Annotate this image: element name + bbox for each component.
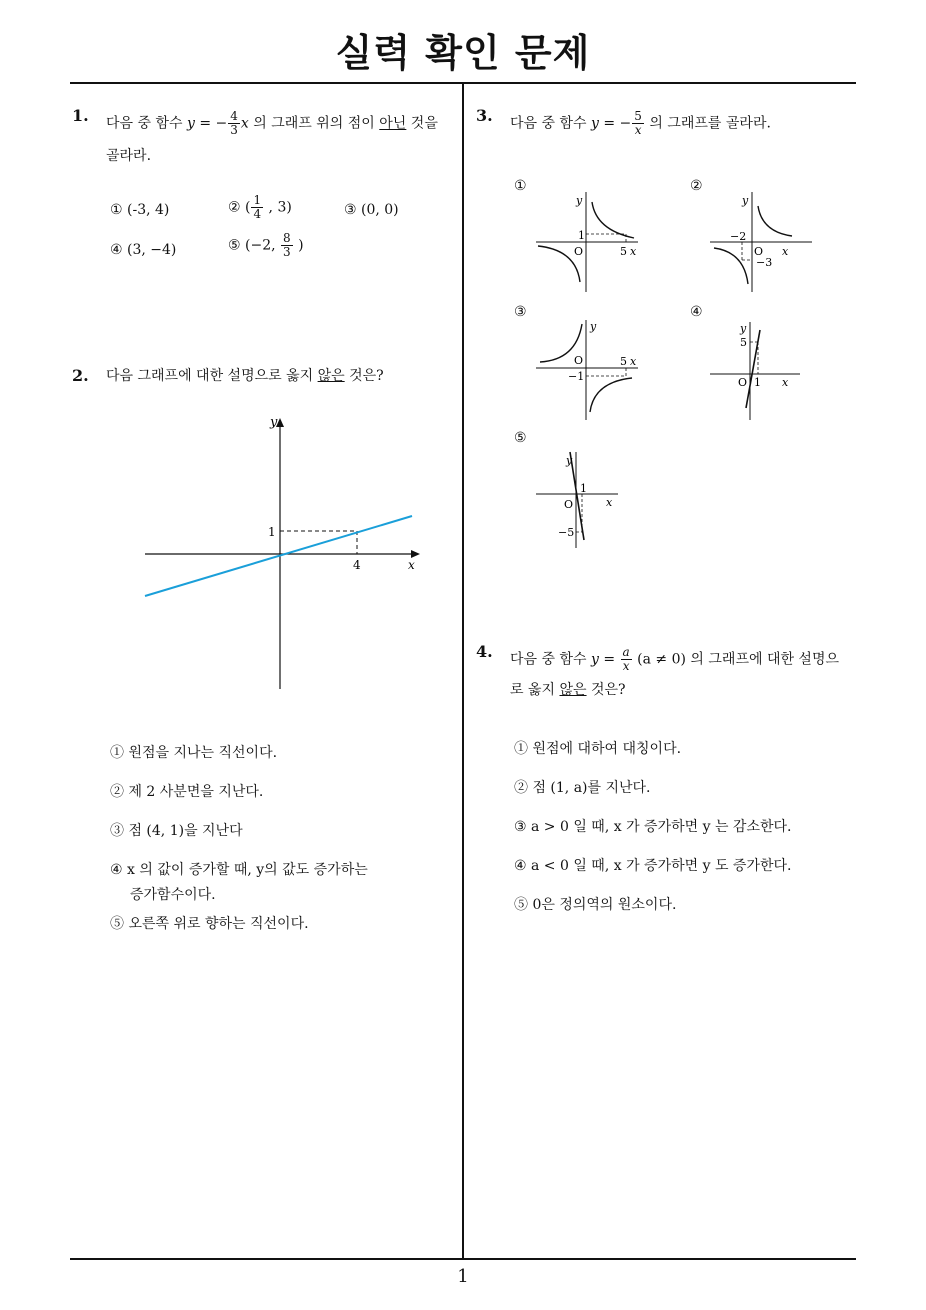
q3-choice-2-mark[interactable]: ②	[690, 178, 703, 194]
q1-opt5-post: )	[293, 237, 304, 254]
q1-option-5[interactable]	[228, 232, 304, 259]
q1-var-x: x	[240, 115, 249, 132]
q2-underlined: 않은	[317, 368, 345, 384]
q1-stem-line2: 골라라.	[106, 148, 152, 164]
q3-choice-4-graph[interactable]	[708, 316, 808, 420]
q2-stem	[106, 366, 384, 386]
q3-choice-3-graph[interactable]	[534, 316, 644, 420]
q3-c3-x: x	[630, 355, 637, 368]
q4-fraction	[621, 646, 632, 673]
q1-stem	[106, 110, 458, 137]
q1-option-2[interactable]	[228, 194, 292, 221]
q1-stem-text: 다음 중 함수	[106, 115, 187, 132]
q3-var-y: y	[590, 115, 599, 132]
q3-c4-x: x	[782, 376, 789, 389]
q1-opt5-num: 8	[283, 231, 291, 245]
q2-graph	[140, 410, 430, 695]
q4-frac-den: x	[622, 659, 630, 673]
q3-choice-5-mark[interactable]: ⑤	[514, 430, 527, 446]
q3-stem	[510, 110, 771, 137]
q1-opt2-den: 4	[253, 207, 262, 221]
q4-underlined: 않은	[559, 682, 587, 698]
q3-choice-2-graph[interactable]	[708, 188, 818, 292]
q4-option-2[interactable]: ② 점 (1, a)를 지난다.	[514, 780, 651, 796]
q4-line2-text-2: 것은?	[586, 682, 626, 698]
q2-y-label: y	[270, 415, 278, 430]
column-divider	[462, 82, 464, 1258]
q2-line	[145, 516, 412, 596]
q4-stem-line2	[510, 680, 626, 700]
q1-number: 1.	[72, 106, 89, 125]
q3-choice-1-mark[interactable]: ①	[514, 178, 527, 194]
q1-opt2-num: 1	[253, 193, 262, 207]
q3-c3-y: y	[590, 320, 597, 333]
q1-var-y: y	[186, 115, 195, 132]
q3-c4-y: y	[740, 322, 747, 335]
q3-c1-1: 1	[578, 229, 585, 242]
q4-stem-text: 다음 중 함수	[510, 651, 591, 668]
q1-underlined: 아닌	[379, 115, 407, 132]
q2-option-4[interactable]: ④ x 의 값이 증가할 때, y의 값도 증가하는	[110, 862, 368, 878]
q2-tick-y: 1	[268, 525, 276, 539]
q3-c5-x: x	[606, 496, 613, 509]
q3-choice-5-graph[interactable]	[534, 444, 634, 548]
q3-fraction	[632, 110, 644, 137]
q1-option-4[interactable]: ④ (3, −4)	[110, 242, 177, 258]
q3-choice-4-mark[interactable]: ④	[690, 304, 703, 320]
q3-c1-x: x	[630, 245, 637, 258]
q1-stem-text-3: 것을	[406, 115, 438, 132]
q3-c1-y: y	[576, 194, 583, 207]
q4-stem-text-2: 의 그래프에 대한 설명으	[685, 651, 840, 668]
q3-c4-o: O	[738, 376, 748, 389]
q3-c2-m2: −2	[730, 230, 747, 243]
q4-option-1[interactable]: ① 원점에 대하여 대칭이다.	[514, 741, 682, 757]
q3-c1-5: 5	[620, 245, 627, 258]
q2-tick-x: 4	[353, 558, 361, 572]
q1-opt2-pre: ② (	[228, 199, 251, 216]
q4-stem	[510, 646, 860, 673]
q1-stem-text-2: 의 그래프 위의 점이	[248, 115, 380, 132]
page-number: 1	[457, 1266, 469, 1287]
q1-opt5-fraction	[281, 232, 293, 259]
q4-option-4[interactable]: ④ a < 0 일 때, x 가 증가하면 y 도 증가한다.	[514, 858, 792, 874]
q1-opt2-fraction	[251, 194, 263, 221]
q3-c3-m1: −1	[568, 370, 585, 383]
q3-equals: = −	[598, 115, 632, 132]
q3-c2-o: O	[754, 245, 764, 258]
q2-option-4-cont: 증가함수이다.	[130, 887, 216, 903]
q3-c4-1: 1	[754, 376, 761, 389]
q4-equals: =	[598, 651, 620, 668]
q2-option-1[interactable]: ① 원점을 지나는 직선이다.	[110, 745, 278, 761]
q3-stem-text: 다음 중 함수	[510, 115, 591, 132]
q4-option-3[interactable]: ③ a > 0 일 때, x 가 증가하면 y 는 감소한다.	[514, 819, 792, 835]
bottom-divider	[70, 1258, 856, 1260]
q3-c1-o: O	[574, 245, 584, 258]
q3-c5-y: y	[566, 454, 573, 467]
q1-opt2-post: , 3)	[264, 199, 292, 216]
q3-stem-text-2: 의 그래프를 골라라.	[644, 115, 771, 132]
q2-option-2[interactable]: ② 제 2 사분면을 지난다.	[110, 784, 264, 800]
q2-stem-text: 다음 그래프에 대한 설명으로 옳지	[106, 368, 318, 384]
q4-var-y: y	[590, 651, 599, 668]
q3-number: 3.	[476, 106, 493, 125]
q2-stem-text-2: 것은?	[344, 368, 384, 384]
q1-option-1[interactable]: ① (-3, 4)	[110, 202, 170, 218]
q2-number: 2.	[72, 366, 89, 385]
q4-line2-text: 로 옳지	[510, 682, 560, 698]
q4-condition: (a ≠ 0)	[632, 651, 686, 668]
q3-c5-o: O	[564, 498, 574, 511]
q3-c2-x: x	[782, 245, 789, 258]
q3-c3-5: 5	[620, 355, 627, 368]
q2-x-label: x	[408, 558, 415, 572]
q2-option-5[interactable]: ⑤ 오른쪽 위로 향하는 직선이다.	[110, 916, 309, 932]
q1-opt5-den: 3	[283, 245, 291, 259]
q2-option-3[interactable]: ③ 점 (4, 1)을 지난다	[110, 823, 243, 839]
page-title: 실력 확인 문제	[335, 31, 591, 75]
q3-c3-o: O	[574, 354, 584, 367]
q2-x-arrow	[411, 550, 420, 558]
q1-frac-den: 3	[230, 123, 238, 137]
q3-frac-den: x	[634, 123, 642, 137]
q3-choice-1-graph[interactable]	[534, 188, 644, 292]
q3-frac-num: 5	[634, 109, 642, 123]
q3-c5-m5: −5	[558, 526, 575, 539]
q4-option-5[interactable]: ⑤ 0은 정의역의 원소이다.	[514, 897, 677, 913]
q3-c2-m3: −3	[756, 256, 773, 269]
q1-equals: = −	[194, 115, 228, 132]
q1-fraction	[228, 110, 240, 137]
q4-number: 4.	[476, 642, 493, 661]
q3-c5-1: 1	[580, 482, 587, 495]
q3-c4-5: 5	[740, 336, 747, 349]
q1-option-3[interactable]: ③ (0, 0)	[344, 202, 399, 218]
q4-frac-num: a	[622, 645, 630, 659]
q3-choice-3-mark[interactable]: ③	[514, 304, 527, 320]
q3-c2-y: y	[742, 194, 749, 207]
q1-opt5-pre: ⑤ (−2,	[228, 237, 281, 254]
q1-frac-num: 4	[230, 109, 238, 123]
